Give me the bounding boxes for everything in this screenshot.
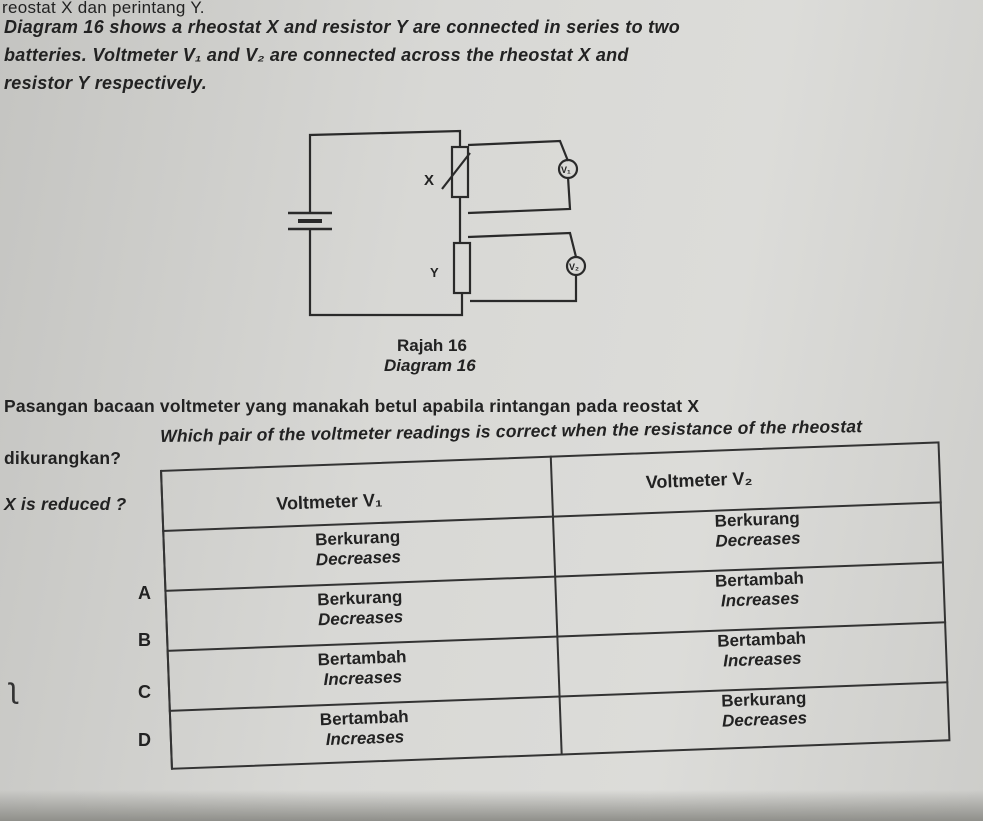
label-y: Y	[430, 265, 439, 280]
intro-line-2: Diagram 16 shows a rheostat X and resistor Y are connected in series to two	[4, 17, 681, 37]
row-c-v2-ms: Bertambah	[716, 628, 807, 651]
label-x: X	[424, 172, 435, 189]
row-c-v1-ms: Bertambah	[317, 647, 407, 670]
option-d[interactable]: D	[138, 730, 151, 750]
header-v1: Voltmeter V₁	[275, 489, 383, 514]
intro-line-3: batteries. Voltmeter V₁ and V₂ are connected across the rheostat X and	[4, 45, 629, 65]
row-d-v2-en: Decreases	[721, 708, 808, 731]
intro-line-1: reostat X dan perintang Y.	[2, 0, 205, 17]
intro-line-4: resistor Y respectively.	[4, 73, 207, 93]
v2-wire-bottom	[470, 275, 576, 301]
v1-wire-top	[468, 141, 568, 161]
row-a-v2-ms: Berkurang	[714, 508, 801, 531]
question-ms-line-1: Pasangan bacaan voltmeter yang manakah betul apabila rintangan pada reostat X	[4, 396, 700, 416]
row-b-v2-ms: Bertambah	[714, 568, 805, 591]
option-b[interactable]: B	[138, 630, 151, 650]
v2-wire-top	[468, 233, 576, 257]
row-a-v1-en: Decreases	[315, 547, 402, 570]
option-a[interactable]: A	[138, 583, 151, 603]
header-v2: Voltmeter V₂	[645, 468, 753, 493]
row-c-v2-en: Increases	[722, 648, 802, 671]
row-d-v1-ms: Bertambah	[319, 707, 409, 730]
row-b-v1-en: Decreases	[317, 607, 404, 630]
v1-wire-bottom	[468, 177, 570, 213]
diagram-caption-en: Diagram 16	[384, 356, 476, 375]
circuit-diagram	[270, 125, 610, 325]
row-d-v1-en: Increases	[325, 727, 405, 750]
row-b-v2-en: Increases	[720, 588, 800, 611]
row-c-v1-en: Increases	[323, 667, 403, 690]
diagram-caption-ms: Rajah 16	[397, 336, 467, 355]
bottom-shadow	[0, 790, 983, 821]
question-en-line-1: Which pair of the voltmeter readings is correct when the resistance of the rheostat	[160, 416, 863, 446]
row-d-v2-ms: Berkurang	[720, 688, 807, 711]
rheostat-arrow	[442, 153, 470, 189]
option-c[interactable]: C	[138, 682, 151, 702]
question-en-line-2: X is reduced ?	[4, 494, 127, 514]
answer-table	[160, 441, 950, 769]
label-v2: V₂	[569, 262, 580, 272]
row-a-v2-en: Decreases	[715, 528, 801, 551]
question-ms-line-2: dikurangkan?	[4, 448, 122, 468]
row-a-v1-ms: Berkurang	[314, 527, 401, 550]
resistor-y	[454, 243, 470, 293]
wire-top	[310, 131, 460, 213]
row-b-v1-ms: Berkurang	[316, 587, 403, 610]
pen-mark-icon: ʅ	[10, 672, 17, 705]
wire-bottom	[310, 229, 462, 315]
label-v1: V₁	[561, 165, 571, 175]
